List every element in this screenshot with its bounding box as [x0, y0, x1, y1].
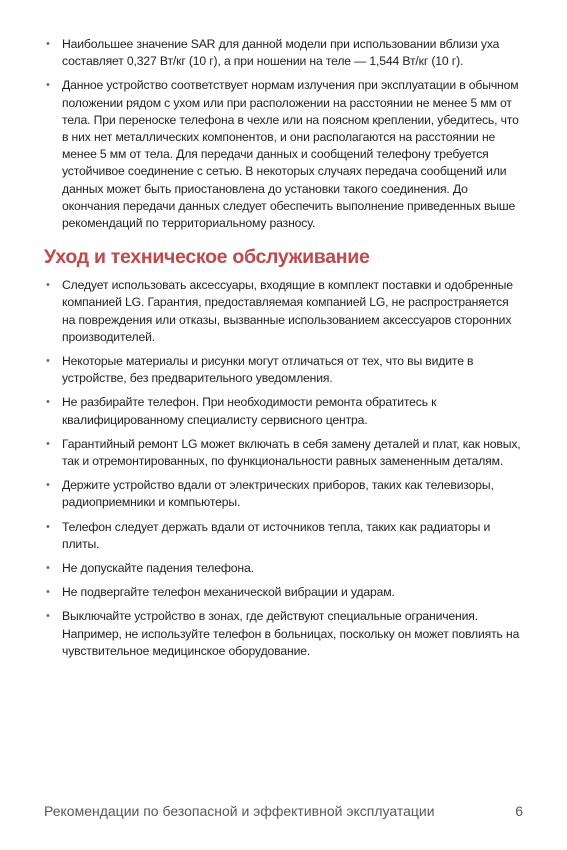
list-item-text: Следует использовать аксессуары, входящие в комплект поставки и одобренные компанией LG. Гарантия, предоставляемая компанией LG, не распространяется на повреждения или отказы, вызванные использованием аксессуаров сторонних производителей. [62, 278, 513, 344]
bullet-icon: • [46, 279, 50, 292]
care-bullet-list [44, 277, 524, 660]
bullet-icon: • [46, 586, 50, 599]
section-heading: Уход и техническое обслуживание [44, 246, 370, 269]
list-item [44, 77, 524, 232]
bullet-icon: • [46, 38, 50, 50]
list-item [44, 36, 524, 70]
footer-title: Рекомендации по безопасной и эффективной эксплуатации [44, 803, 435, 819]
list-item-text: Некоторые материалы и рисунки могут отличаться от тех, что вы видите в устройстве, без предварительного уведомления. [62, 354, 474, 386]
list-item-text: Не допускайте падения телефона. [62, 561, 254, 576]
list-item [44, 353, 524, 387]
bullet-icon: • [46, 610, 50, 623]
list-item-text: Держите устройство вдали от электрических приборов, таких как телевизоры, радиоприемники и компьютеры. [62, 478, 494, 510]
list-item-text: Не подвергайте телефон механической вибрации и ударам. [62, 585, 395, 600]
bullet-icon: • [46, 355, 50, 368]
list-item-text: Телефон следует держать вдали от источников тепла, таких как радиаторы и плиты. [62, 519, 491, 551]
page-footer [44, 803, 523, 819]
bullet-icon: • [46, 396, 50, 409]
list-item [44, 436, 524, 470]
bullet-icon: • [46, 562, 50, 575]
list-item-text: Не разбирайте телефон. При необходимости ремонта обратитесь к квалифицированному специалисту сервисного центра. [62, 395, 437, 427]
list-item [44, 394, 524, 428]
list-item-text: Выключайте устройство в зонах, где действуют специальные ограничения. Например, не используйте телефон в больницах, поскольку он может повлиять на чувствительное медицинское оборудование. [62, 609, 520, 658]
list-item [44, 477, 524, 511]
list-item-text: Наибольшее значение SAR для данной модели при использовании вблизи уха составляет 0,327 Вт/кг (10 г), а при ношении на теле — 1,544 Вт/кг (10 г). [62, 37, 500, 69]
bullet-icon: • [46, 79, 50, 92]
list-item-text: Гарантийный ремонт LG может включать в себя замену деталей и плат, как новых, так и отремонтированных, по функциональности равных замененным деталям. [62, 436, 521, 469]
list-item [44, 560, 524, 577]
bullet-icon: • [46, 479, 50, 492]
list-item [44, 519, 524, 553]
page-number: 6 [515, 803, 523, 819]
bullet-icon: • [46, 437, 50, 450]
list-item [44, 584, 524, 601]
list-item-text: Данное устройство соответствует нормам излучения при эксплуатации в обычном положении рядом с ухом или при расположении на расстоянии не менее 5 мм от тела. При переноске телефона в чехле или на поясном креплении, убедитесь, что в них нет металлических компонентов, и они располагаются на расстоянии не менее 5 мм от тела. Для передачи данных и сообщений телефону требуется устойчивое соединение с сетью. В некоторых случаях передача сообщений или данных может быть приостановлена до установки такого соединения. До окончания передачи данных следует обеспечить выполнение приведенных выше рекомендаций по территориальному разносу. [62, 78, 519, 231]
list-item [44, 277, 524, 346]
list-item [44, 608, 524, 660]
page-content [44, 36, 524, 667]
bullet-icon: • [46, 520, 50, 533]
sar-bullet-list [44, 36, 524, 232]
